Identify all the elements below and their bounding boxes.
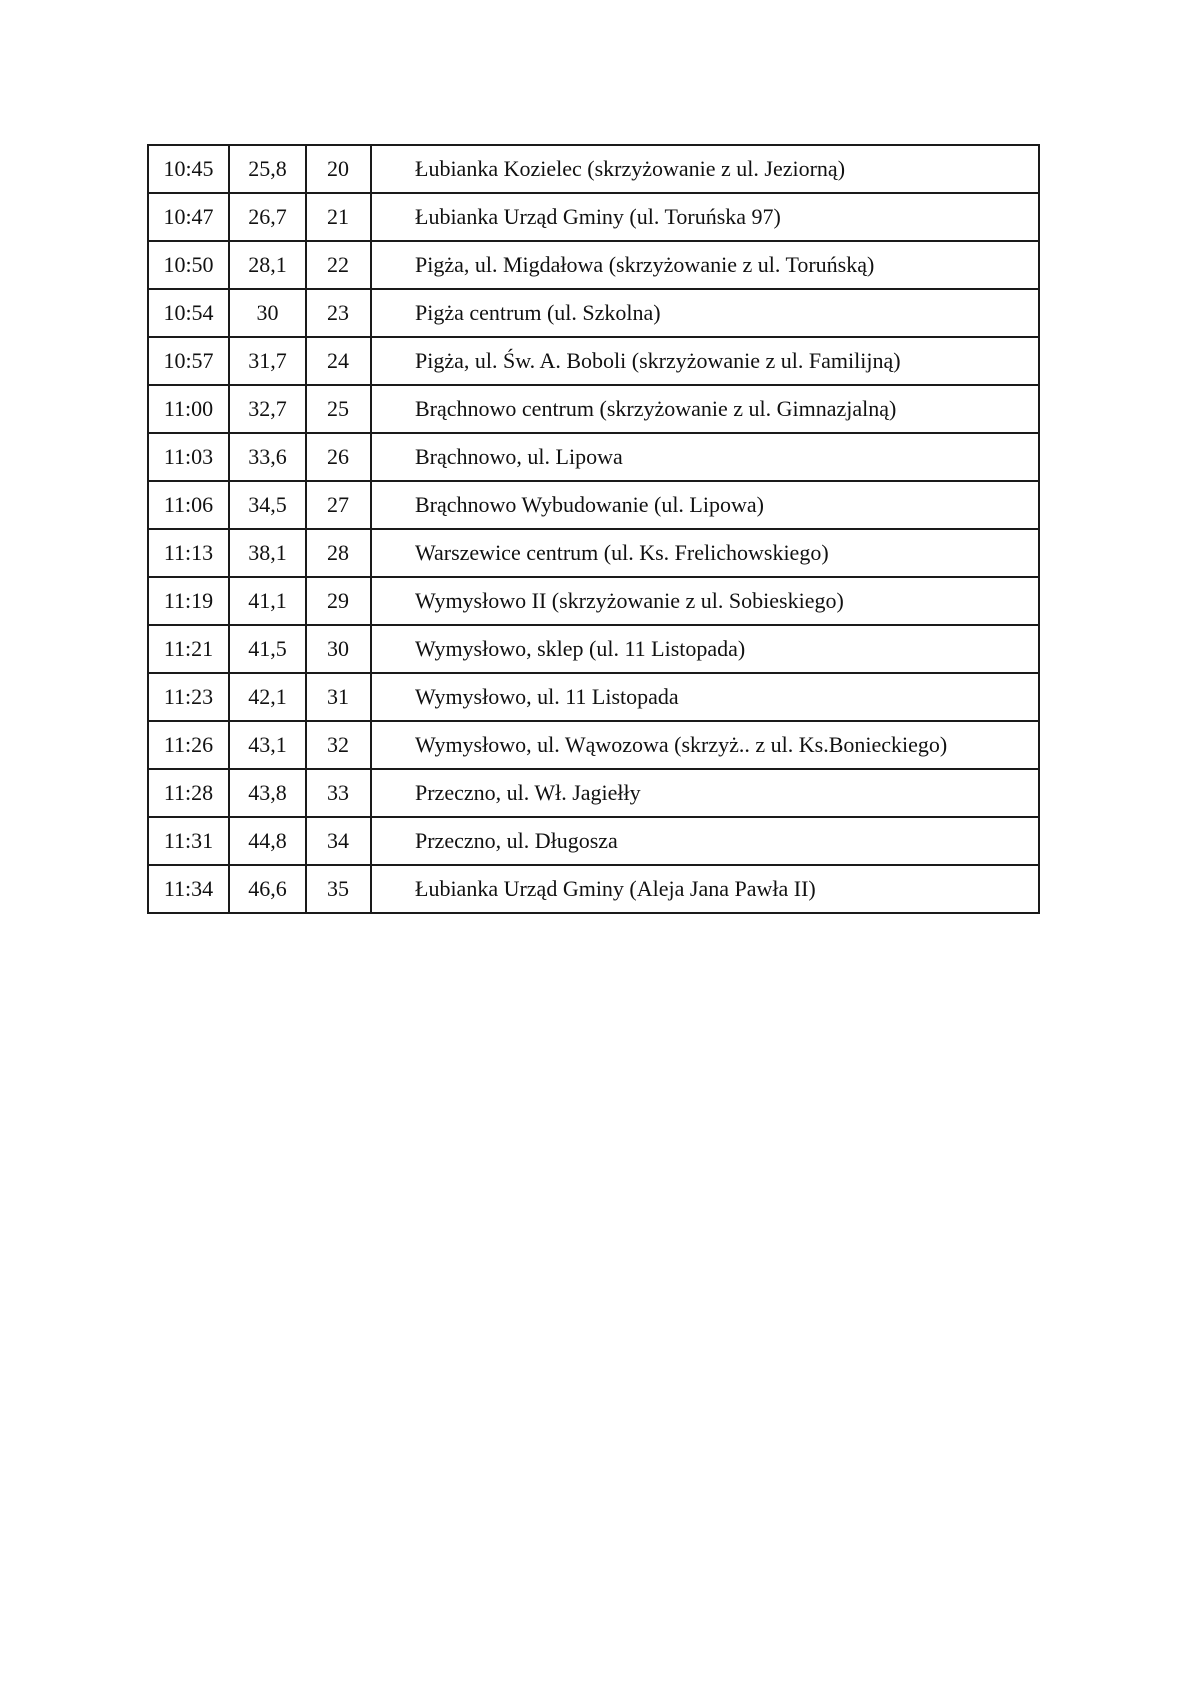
distance-km: 30 [229,289,306,337]
stop-name: Pigża, ul. Św. A. Boboli (skrzyżowanie z ul. Familijną) [371,337,1039,385]
table-row [148,817,1039,865]
stop-name: Wymysłowo, ul. 11 Listopada [371,673,1039,721]
table-row [148,769,1039,817]
table-row [148,481,1039,529]
table-row [148,385,1039,433]
table-row [148,433,1039,481]
stop-number: 22 [306,241,371,289]
table-row [148,673,1039,721]
stop-name: Pigża, ul. Migdałowa (skrzyżowanie z ul. Toruńską) [371,241,1039,289]
stop-number: 23 [306,289,371,337]
distance-km: 43,1 [229,721,306,769]
departure-time: 10:50 [148,241,229,289]
departure-time: 11:31 [148,817,229,865]
stop-name: Warszewice centrum (ul. Ks. Frelichowskiego) [371,529,1039,577]
timetable [147,144,1040,914]
distance-km: 28,1 [229,241,306,289]
departure-time: 10:54 [148,289,229,337]
stop-number: 33 [306,769,371,817]
stop-number: 34 [306,817,371,865]
table-row [148,145,1039,193]
stop-name: Wymysłowo, ul. Wąwozowa (skrzyż.. z ul. Ks.Bonieckiego) [371,721,1039,769]
stop-name: Wymysłowo, sklep (ul. 11 Listopada) [371,625,1039,673]
departure-time: 11:00 [148,385,229,433]
distance-km: 43,8 [229,769,306,817]
stop-number: 20 [306,145,371,193]
distance-km: 34,5 [229,481,306,529]
table-row [148,721,1039,769]
stop-name: Brąchnowo Wybudowanie (ul. Lipowa) [371,481,1039,529]
distance-km: 32,7 [229,385,306,433]
table-row [148,289,1039,337]
table-row [148,337,1039,385]
distance-km: 38,1 [229,529,306,577]
stop-number: 25 [306,385,371,433]
stop-number: 29 [306,577,371,625]
departure-time: 11:19 [148,577,229,625]
table-row [148,625,1039,673]
departure-time: 11:23 [148,673,229,721]
departure-time: 11:03 [148,433,229,481]
stop-name: Łubianka Kozielec (skrzyżowanie z ul. Jeziorną) [371,145,1039,193]
stop-name: Pigża centrum (ul. Szkolna) [371,289,1039,337]
distance-km: 44,8 [229,817,306,865]
distance-km: 42,1 [229,673,306,721]
table-row [148,241,1039,289]
stop-number: 27 [306,481,371,529]
stop-name: Przeczno, ul. Długosza [371,817,1039,865]
distance-km: 33,6 [229,433,306,481]
stop-number: 31 [306,673,371,721]
distance-km: 46,6 [229,865,306,913]
stop-name: Łubianka Urząd Gminy (Aleja Jana Pawła II) [371,865,1039,913]
departure-time: 11:34 [148,865,229,913]
stop-number: 21 [306,193,371,241]
stop-number: 28 [306,529,371,577]
distance-km: 41,5 [229,625,306,673]
stop-name: Wymysłowo II (skrzyżowanie z ul. Sobieskiego) [371,577,1039,625]
stop-name: Łubianka Urząd Gminy (ul. Toruńska 97) [371,193,1039,241]
table-row [148,577,1039,625]
stop-number: 30 [306,625,371,673]
distance-km: 31,7 [229,337,306,385]
departure-time: 11:13 [148,529,229,577]
stop-number: 26 [306,433,371,481]
stop-name: Brąchnowo centrum (skrzyżowanie z ul. Gimnazjalną) [371,385,1039,433]
distance-km: 41,1 [229,577,306,625]
departure-time: 10:47 [148,193,229,241]
departure-time: 11:21 [148,625,229,673]
departure-time: 11:28 [148,769,229,817]
departure-time: 10:45 [148,145,229,193]
stop-number: 32 [306,721,371,769]
stop-name: Przeczno, ul. Wł. Jagiełły [371,769,1039,817]
departure-time: 11:26 [148,721,229,769]
stop-name: Brąchnowo, ul. Lipowa [371,433,1039,481]
departure-time: 11:06 [148,481,229,529]
distance-km: 26,7 [229,193,306,241]
distance-km: 25,8 [229,145,306,193]
stop-number: 35 [306,865,371,913]
table-row [148,529,1039,577]
stop-number: 24 [306,337,371,385]
departure-time: 10:57 [148,337,229,385]
table-row [148,865,1039,913]
table-row [148,193,1039,241]
